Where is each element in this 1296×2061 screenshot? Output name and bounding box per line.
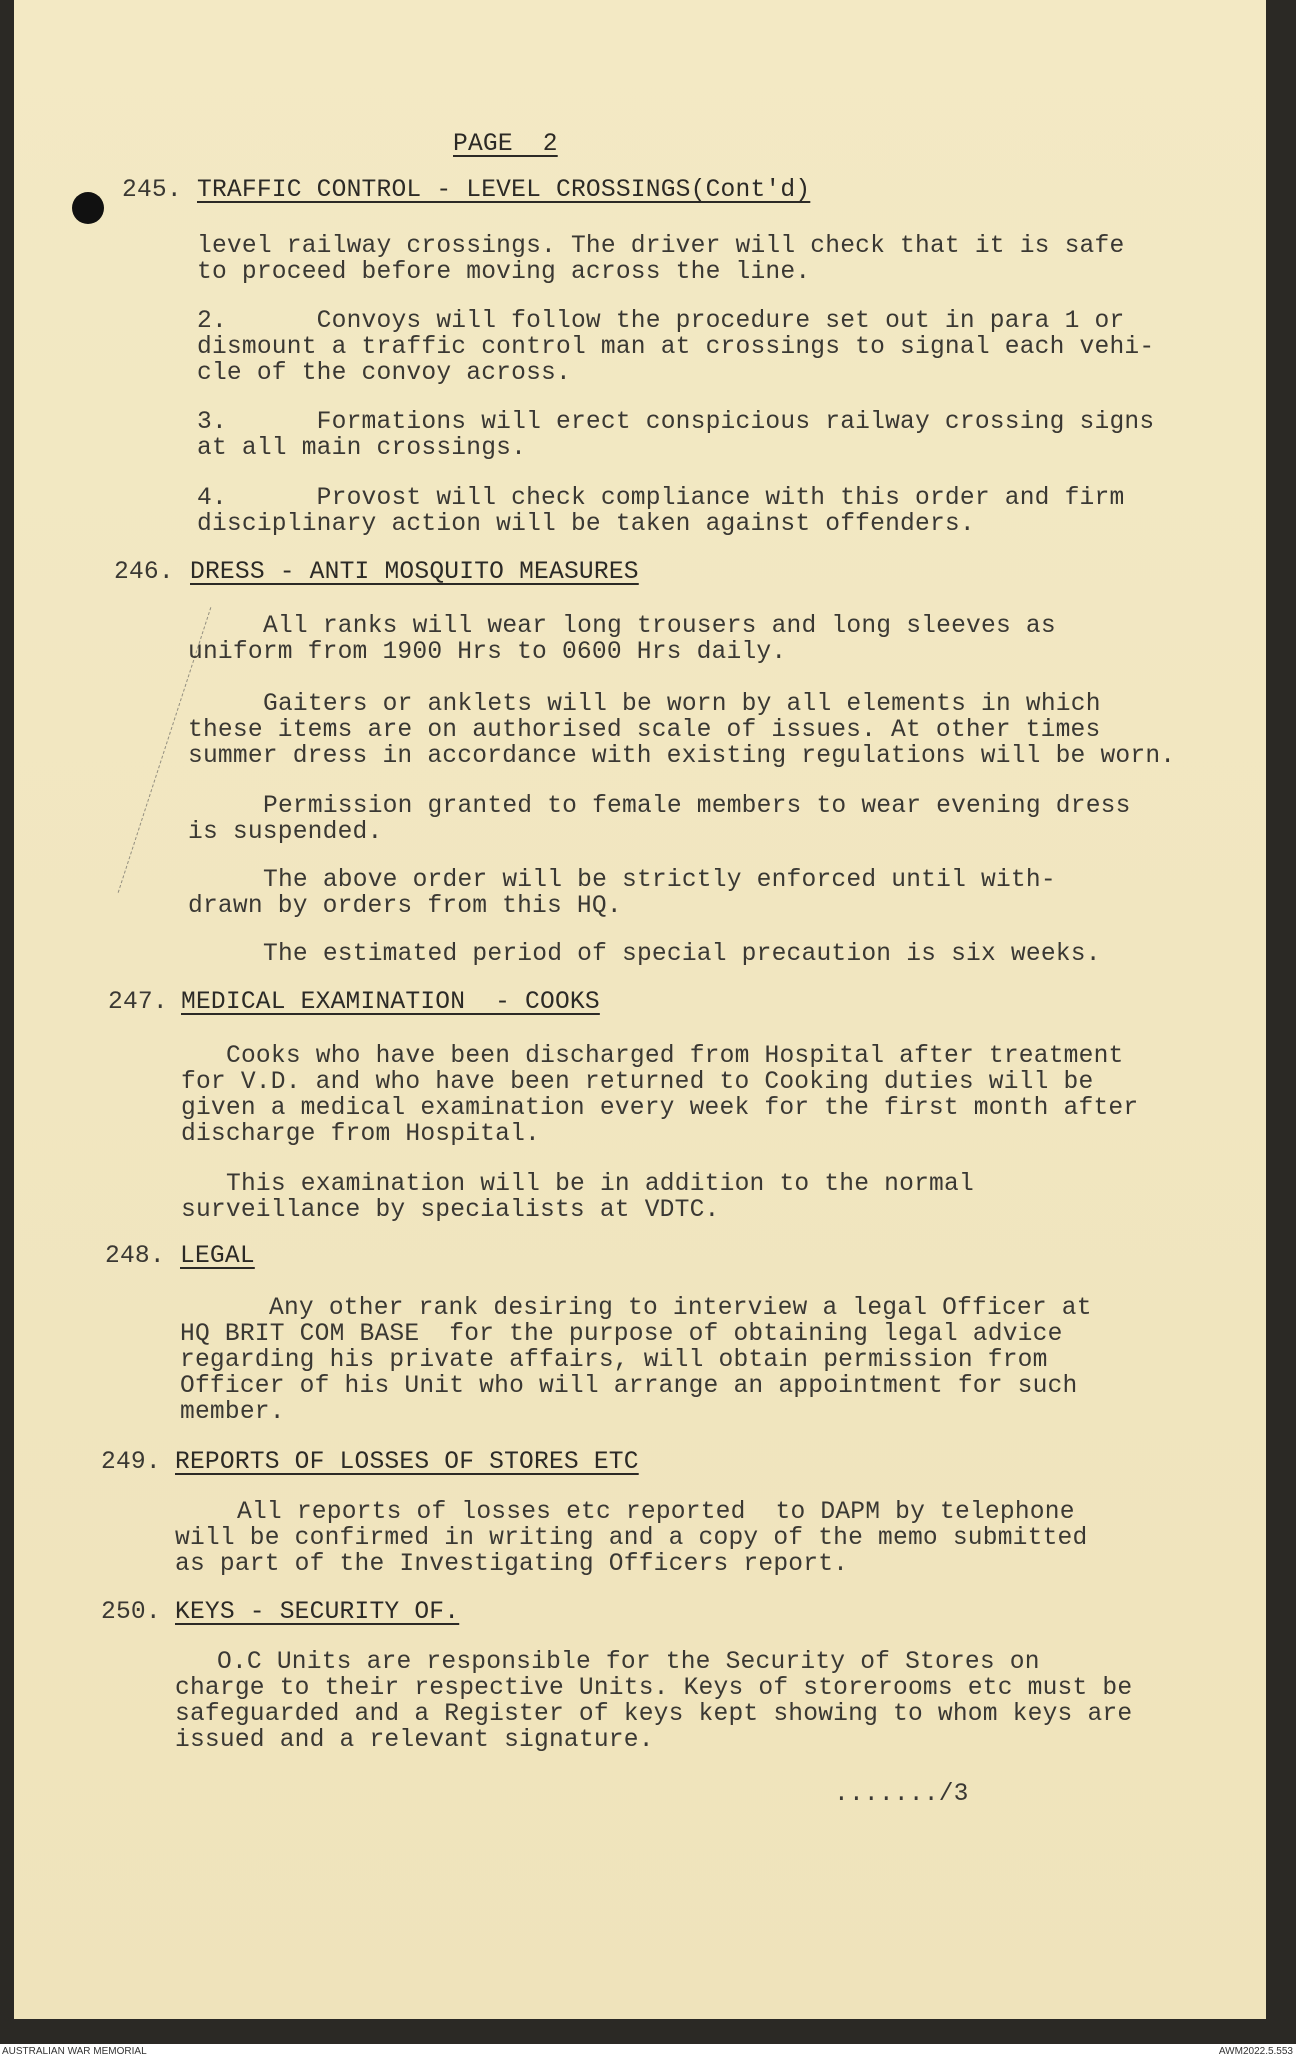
- section-number: 246.: [114, 559, 174, 586]
- footer-left: AUSTRALIAN WAR MEMORIAL: [2, 2046, 147, 2057]
- section-number: 247.: [108, 989, 168, 1016]
- section-title: KEYS - SECURITY OF.: [175, 1599, 460, 1626]
- section-title: REPORTS OF LOSSES OF STORES ETC: [175, 1449, 639, 1476]
- continuation-mark: ......./3: [834, 1781, 969, 1808]
- body-line: Permission granted to female members to wear evening dress: [263, 793, 1131, 820]
- body-line: as part of the Investigating Officers report.: [175, 1551, 849, 1578]
- section-title: MEDICAL EXAMINATION - COOKS: [181, 989, 600, 1016]
- footer: [0, 2044, 1296, 2061]
- body-line: HQ BRIT COM BASE for the purpose of obtaining legal advice: [180, 1321, 1063, 1348]
- page-header: PAGE 2: [453, 131, 558, 158]
- body-line: 2. Convoys will follow the procedure set out in para 1 or: [197, 308, 1125, 335]
- section-title: DRESS - ANTI MOSQUITO MEASURES: [190, 559, 639, 586]
- body-line: at all main crossings.: [197, 435, 527, 462]
- body-line: 3. Formations will erect conspicious railway crossing signs: [197, 409, 1155, 436]
- section-title: TRAFFIC CONTROL - LEVEL CROSSINGS(Cont'd): [197, 177, 811, 204]
- footer-right: AWM2022.5.553: [1218, 2046, 1293, 2057]
- body-line: discharge from Hospital.: [181, 1121, 541, 1148]
- punch-hole: [72, 192, 104, 224]
- body-line: Any other rank desiring to interview a legal Officer at: [269, 1295, 1092, 1322]
- body-line: cle of the convoy across.: [197, 360, 571, 387]
- body-line: member.: [180, 1399, 285, 1426]
- body-line: given a medical examination every week for the first month after: [181, 1095, 1139, 1122]
- body-line: summer dress in accordance with existing regulations will be worn.: [188, 743, 1176, 770]
- body-line: drawn by orders from this HQ.: [188, 893, 622, 920]
- section-number: 249.: [101, 1449, 161, 1476]
- section-number: 250.: [101, 1599, 161, 1626]
- body-line: disciplinary action will be taken against offenders.: [197, 511, 975, 538]
- body-line: The above order will be strictly enforced until with-: [263, 867, 1056, 894]
- body-line: Officer of his Unit who will arrange an appointment for such: [180, 1373, 1078, 1400]
- body-line: is suspended.: [188, 819, 383, 846]
- body-line: surveillance by specialists at VDTC.: [181, 1197, 720, 1224]
- body-line: All ranks will wear long trousers and long sleeves as: [263, 613, 1056, 640]
- body-line: 4. Provost will check compliance with this order and firm: [197, 485, 1125, 512]
- body-line: uniform from 1900 Hrs to 0600 Hrs daily.: [188, 639, 787, 666]
- body-line: charge to their respective Units. Keys of storerooms etc must be: [175, 1675, 1133, 1702]
- body-line: All reports of losses etc reported to DAPM by telephone: [237, 1499, 1075, 1526]
- section-title: LEGAL: [180, 1243, 255, 1270]
- body-line: these items are on authorised scale of issues. At other times: [188, 717, 1101, 744]
- body-line: Gaiters or anklets will be worn by all elements in which: [263, 691, 1101, 718]
- section-number: 248.: [105, 1243, 165, 1270]
- document-page: [14, 0, 1266, 2019]
- body-line: This examination will be in addition to the normal: [226, 1171, 974, 1198]
- body-line: for V.D. and who have been returned to Cooking duties will be: [181, 1069, 1094, 1096]
- body-line: regarding his private affairs, will obtain permission from: [180, 1347, 1048, 1374]
- body-line: will be confirmed in writing and a copy of the memo submitted: [175, 1525, 1088, 1552]
- body-line: to proceed before moving across the line.: [197, 259, 811, 286]
- body-line: The estimated period of special precaution is six weeks.: [263, 941, 1101, 968]
- body-line: dismount a traffic control man at crossings to signal each vehi-: [197, 334, 1155, 361]
- section-number: 245.: [122, 177, 182, 204]
- body-line: safeguarded and a Register of keys kept showing to whom keys are: [175, 1701, 1133, 1728]
- body-line: issued and a relevant signature.: [175, 1727, 654, 1754]
- body-line: Cooks who have been discharged from Hospital after treatment: [226, 1043, 1124, 1070]
- body-line: level railway crossings. The driver will check that it is safe: [197, 233, 1125, 260]
- body-line: O.C Units are responsible for the Security of Stores on: [217, 1649, 1040, 1676]
